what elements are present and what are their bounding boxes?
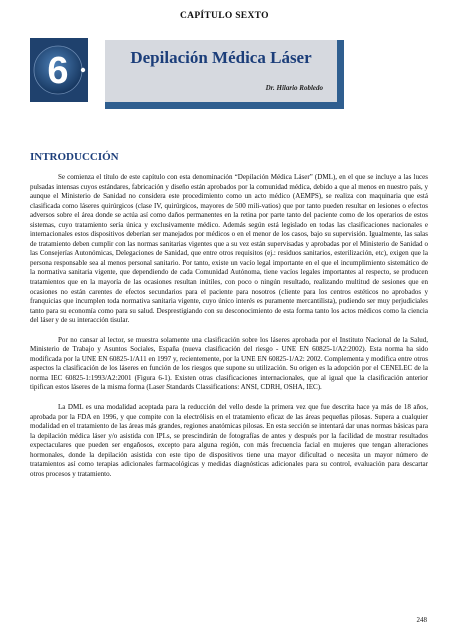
paragraph: Por no cansar al lector, se muestra solamente una clasificación sobre los láseres aprobada por el Instituto Nacional de la Salud, Ministerio de Trabajo y Asuntos Sociales, España (nueva clasificación del riesgo - UNE EN 60825-1/A2:2002). Esta norma ha sido modificada por la UNE EN 60825-1/A11 en 1997 y, recientemente, por la UNE EN 60825-1/A2: 2002. Complementa y modifica entre otros aspectos la clasificación de los láseres en función de los riesgos que supone su utilización. Su origen es la adopción por el CENELEC de la norma IEC 60825-1:1993/A2:2001 (Figura 6-1). Existen otras clasificaciones internacionales, que al igual que la clasificación anterior tipifican estos láseres de la misma forma (Laser Standards Classifications: ANSI, CDRH, OSHA, IEC). (30, 335, 428, 392)
chapter-label: CAPÍTULO SEXTO (180, 11, 269, 21)
chapter-number: 6 (47, 50, 69, 92)
paragraph: Se comienza el título de este capítulo con esta denominación “Depilación Médica Láser” (DML), en el que se incluye a las luces pulsadas intensas cuyos estándares, fabricación y diseño están aprobados por la comunidad médica, debido a que al menos en nuestro país, y aunque el Ministerio de Sanidad no considera este procedimiento como un acto médico (AEMPS), se realiza con maquinaria que está clasificada como láseres quirúrgicos (clase IV, quirúrgicos, mayores de 500 mili-vatios) que por tanto pueden resultar en lesiones o efectos adversos sobre el área donde se actúa así como daños permanentes en la retina por parte tanto del paciente como de los operarios de estos sistemas, cuyo tratamiento sería única y exclusivamente médico. Además según está legislado en todas las clasificaciones nacionales e internacionales estos dispositivos deberían ser manejados por médicos o en el menor de los casos, bajo su supervisión. Igualmente, las salas de tratamiento deben cumplir con las normas sanitarias vigentes que a su vez están supervisadas y aprobadas por el Ministerio de Sanidad o las Consejerías Autonómicas, Delegaciones de Sanidad, que entre otros requisitos (ej.: residuos sanitarios, esterilización, etc), exigen que la persona responsable sea al menos personal sanitario. Por tanto, existe un vacío legal importante en el que el incumplimiento sistemático de la normativa sanitaria vigente, que dependiendo de cada Comunidad Autónoma, tiene vacíos legales importantes al respecto, se producen tratamientos que en la mayoría de las ocasiones resultan inútiles, con poco o ningún resultado, realizando multitud de sesiones que en ocasiones no están carentes de efectos secundarios para el paciente para nosotros (cliente para los centros estéticos no aprobados y franquicias que incumplen toda normativa sanitaria vigente, cuyo único interés es puramente mercantilista), pudiendo ser muy perjudiciales tanto para su economía como para su salud. Desprestigiando con su desconocimiento de esta forma tanto los actos médicos como la ciencia del láser y de su interacción tisular. (30, 173, 428, 325)
section-heading: INTRODUCCIÓN (30, 151, 119, 163)
paragraph: La DML es una modalidad aceptada para la reducción del vello desde la primera vez que fue descrita hace ya más de 18 años, aprobada por la FDA en 1996, y que compite con la electrólisis en el tratamiento eficaz de las áreas pequeñas pilosas. Supera a cualquier modalidad en el tratamiento de las áreas más grandes, regiones anatómicas pilosas. En esta sección se intentará dar unas normas básicas para la depilación médica láser y/o asistida con IPLs, se prescindirán de fotografías de antes y después por la facilidad de mostrar resultados expectaculares que pueden ser engañosos, excepto para alguna región, con más frecuencia facial en mujeres que tengan alteraciones hormonales, donde la depilación asistida con este tipo de dispositivos tiene una mayor dificultad o necesita un mayor número de tratamientos así como terapias adicionales farmacológicas y medidas diagnósticas adicionales para su control, evaluación para descartar otros procesos y tratamiento. (30, 403, 428, 478)
chapter-number-badge (30, 38, 88, 102)
page-number: 248 (416, 616, 427, 624)
body-text (30, 173, 428, 489)
chapter-badge-graphic (30, 38, 88, 102)
chapter-title: Depilación Médica Láser (130, 48, 312, 67)
chapter-title-box (105, 40, 344, 109)
chapter-author: Dr. Hilario Robledo (265, 84, 323, 92)
